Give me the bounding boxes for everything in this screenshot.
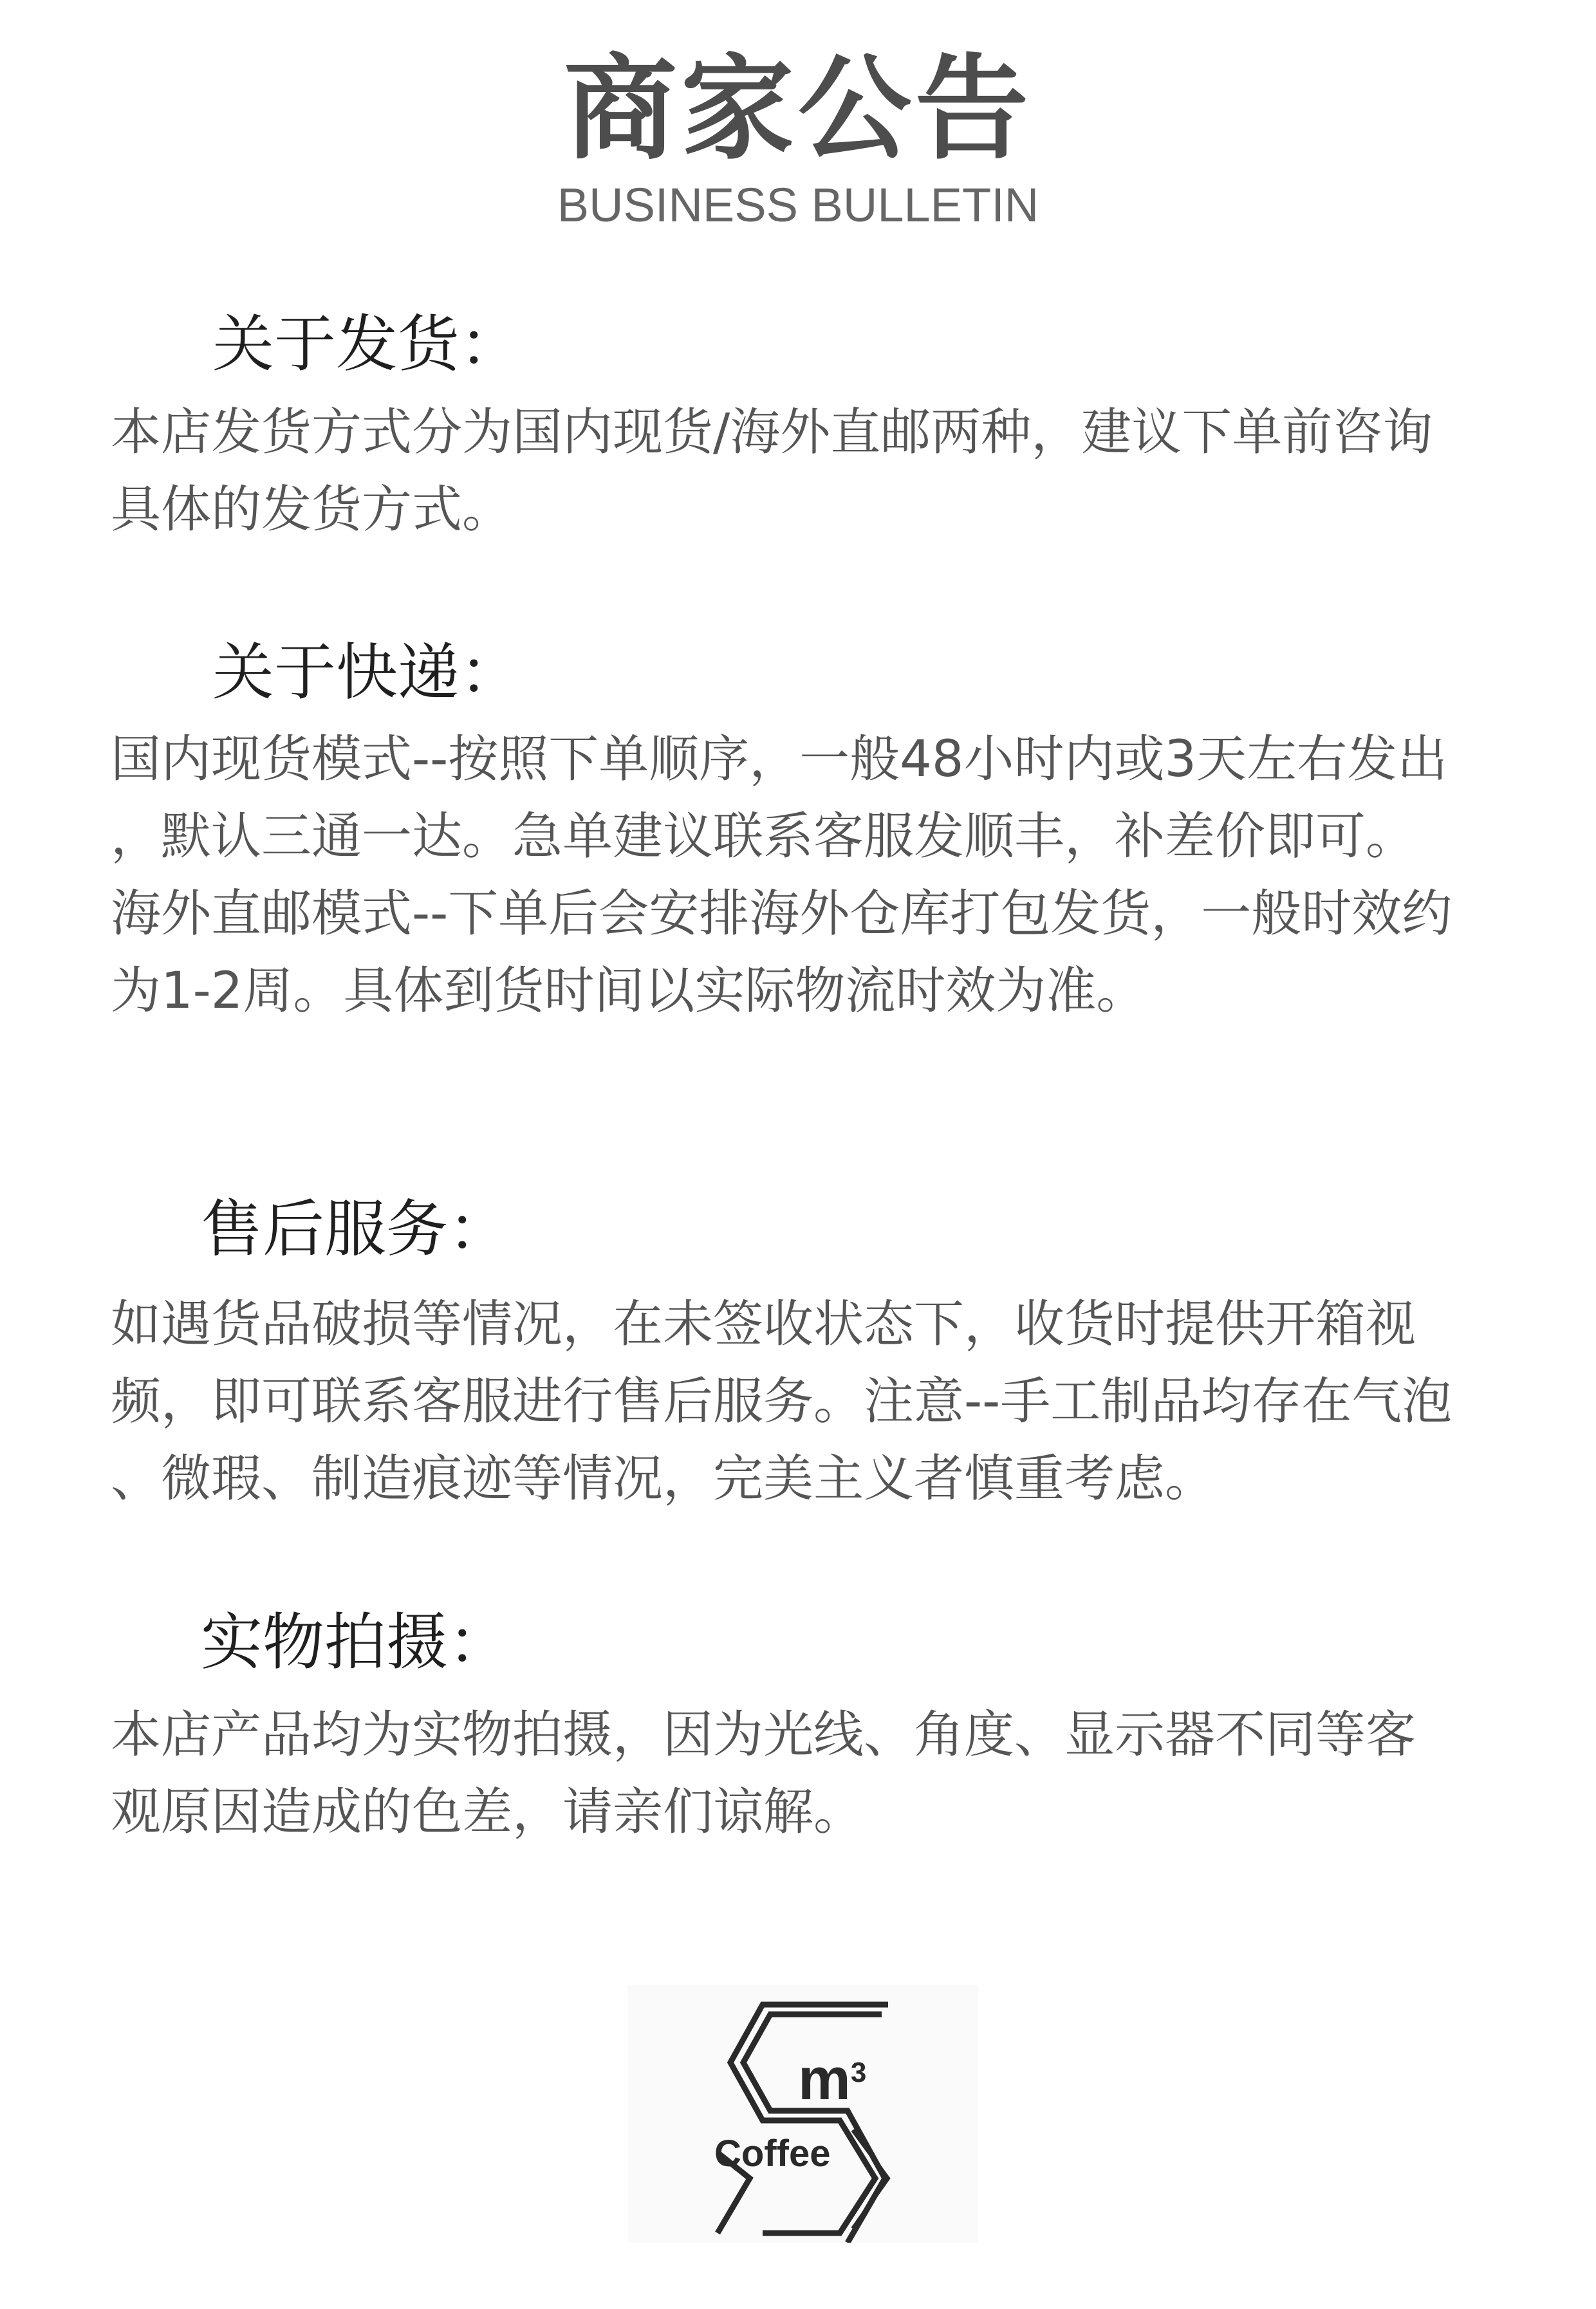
section-heading: 实物拍摄： [201, 1606, 510, 1678]
brand-logo [627, 1985, 978, 2243]
page-title: 商家公告 [563, 43, 1032, 175]
logo-wordmark: Coffee [714, 2133, 831, 2175]
section-line: 频，即可联系客服进行售后服务。注意--手工制品均存在气泡 [111, 1373, 1452, 1431]
section-line: 、微瑕、制造痕迹等情况，完美主义者慎重考虑。 [111, 1450, 1216, 1508]
section-body [111, 1286, 1520, 1517]
section-line: 海外直邮模式--下单后会安排海外仓库打包发货，一般时效约 [111, 885, 1452, 943]
section-line: 如遇货品破损等情况，在未签收状态下，收货时提供开箱视 [111, 1295, 1416, 1353]
logo-mark: $m^3$ [798, 2046, 867, 2112]
section-body [111, 394, 1520, 548]
section-body [111, 721, 1520, 1030]
section-heading: 售后服务： [201, 1193, 510, 1265]
page-header [0, 45, 1596, 234]
section-heading: 关于快递： [212, 636, 521, 709]
m3-coffee-logo-icon [627, 1985, 978, 2243]
section-line: ，默认三通一达。急单建议联系客服发顺丰，补差价即可。 [111, 808, 1416, 866]
section-line: 观原因造成的色差，请亲们谅解。 [111, 1783, 864, 1841]
page-subtitle: BUSINESS BULLETIN [557, 178, 1039, 232]
section-line: 国内现货模式--按照下单顺序，一般48小时内或3天左右发出 [111, 730, 1448, 788]
section-line: 为1-2周。具体到货时间以实际物流时效为准。 [111, 962, 1147, 1020]
section-line: 本店发货方式分为国内现货/海外直邮两种，建议下单前咨询 [111, 403, 1433, 461]
section-heading: 关于发货： [212, 308, 521, 380]
section-line: 本店产品均为实物拍摄，因为光线、角度、显示器不同等客 [111, 1706, 1416, 1764]
section-line: 具体的发货方式。 [111, 481, 513, 539]
section-body [111, 1696, 1520, 1851]
